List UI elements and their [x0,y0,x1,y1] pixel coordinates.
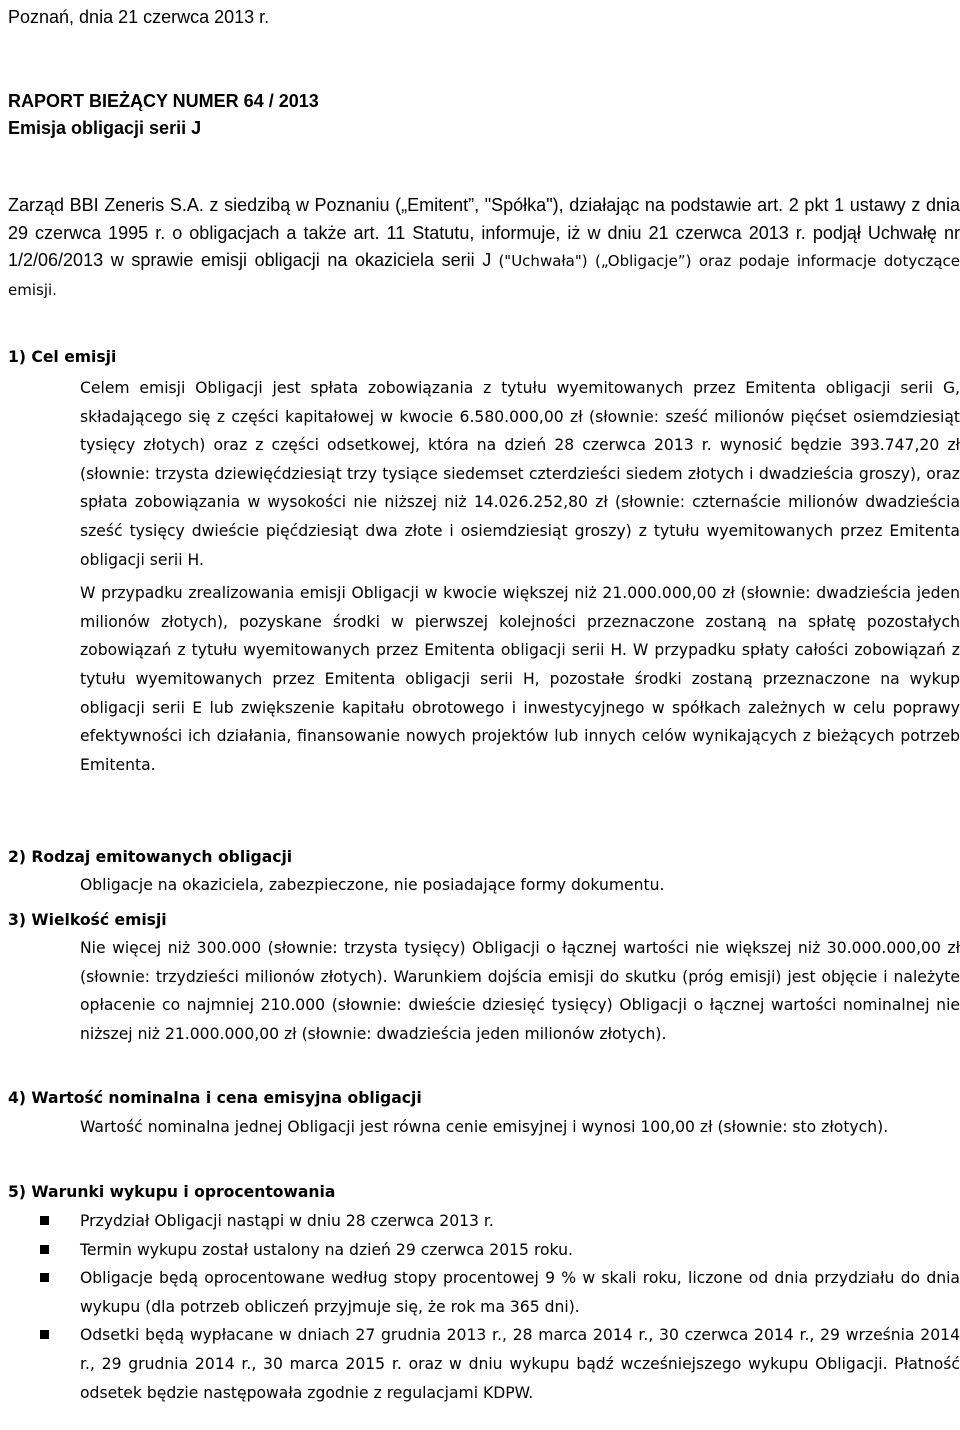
bullet-text: Odsetki będą wypłacane w dniach 27 grudnia 2013 r., 28 marca 2014 r., 30 czerwca 2014 r., 29 września 2014 r., 29 grudnia 2014 r., 30 marca 2015 r. oraz w dniu wykupu bądź wcześniejszego wykupu Obligacji. Płatność odsetek będzie następowała zgodnie z regulacjami KDPW. [80,1326,960,1402]
section-1-paragraph-1: Celem emisji Obligacji jest spłata zobowiązania z tytułu wyemitowanych przez Emitenta obligacji serii G, składającego się z części kapitałowej w kwocie 6.580.000,00 zł (słownie: sześć milionów pięćset osiemdziesiąt tysięcy złotych) oraz z części odsetkowej, która na dzień 28 czerwca 2013 r. wynosić będzie 393.747,20 zł (słownie: trzysta dziewięćdziesiąt trzy tysiące siedemset czterdzieści siedem złotych i dwadzieścia groszy), oraz spłata zobowiązania w wysokości nie niższej niż 14.026.252,80 zł (słownie: czternaście milionów dwadzieścia sześć tysięcy dwieście pięćdziesiąt dwa złote i osiemdziesiąt groszy) z tytułu wyemitowanych przez Emitenta obligacji serii H. [80,379,960,569]
bullet-text: Obligacje będą oprocentowane według stopy procentowej 9 % w skali roku, liczone od dnia przydziału do dnia wykupu (dla potrzeb obliczeń przyjmuje się, że rok ma 365 dni). [80,1269,960,1316]
list-item [34,1321,960,1407]
section-2-paragraph-1: Obligacje na okaziciela, zabezpieczone, nie posiadające formy dokumentu. [80,876,665,894]
section-4-heading: 4) Wartość nominalna i cena emisyjna obligacji [8,1089,422,1107]
square-bullet-icon [40,1216,49,1225]
section-3-body [80,934,960,1048]
section-5-heading: 5) Warunki wykupu i oprocentowania [8,1183,336,1201]
bullet-text: Przydział Obligacji nastąpi w dniu 28 czerwca 2013 r. [80,1212,494,1230]
section-3-heading: 3) Wielkość emisji [8,911,167,929]
list-item [34,1207,960,1236]
section-4-paragraph-1: Wartość nominalna jednej Obligacji jest równa cenie emisyjnej i wynosi 100,00 zł (słownie: sto złotych). [80,1118,889,1136]
section-4-body [80,1113,960,1142]
list-item [34,1236,960,1265]
section-3-paragraph-1: Nie więcej niż 300.000 (słownie: trzysta tysięcy) Obligacji o łącznej wartości nie większej niż 30.000.000,00 zł (słownie: trzydzieści milionów złotych). Warunkiem dojścia emisji do skutku (próg emisji) jest objęcie i należyte opłacenie co najmniej 210.000 (słownie: dwieście dziesięć tysięcy) Obligacji o łącznej wartości nominalnej nie niższej niż 21.000.000,00 zł (słownie: dwadzieścia jeden milionów złotych). [80,939,960,1043]
square-bullet-icon [40,1273,49,1282]
section-2-heading: 2) Rodzaj emitowanych obligacji [8,848,293,866]
intro-paragraph [8,192,960,304]
section-1-body [80,374,960,779]
report-title-line1: RAPORT BIEŻĄCY NUMER 64 / 2013 [8,91,319,111]
date-line: Poznań, dnia 21 czerwca 2013 r. [8,7,270,27]
report-title-line2: Emisja obligacji serii J [8,118,202,138]
intro-text: Zarząd BBI Zeneris S.A. z siedzibą w Poznaniu („Emitent”, "Spółka"), działając na podstawie art. 2 pkt 1 ustawy z dnia 29 czerwca 1995 r. o obligacjach a także art. 11 Statutu, informuje, iż w dniu 21 czerwca 2013 r. podjął Uchwałę nr 1/2/06/2013 w sprawie emisji obligacji na okaziciela serii J [8,195,960,270]
section-5-bullet-list [34,1207,960,1407]
section-2-body [80,871,960,900]
section-1-heading: 1) Cel emisji [8,348,117,366]
intro-text-tail: ("Uchwała") („Obligacje”) oraz podaje informacje dotyczące emisji. [8,252,960,299]
list-item [34,1264,960,1321]
bullet-text: Termin wykupu został ustalony na dzień 29 czerwca 2015 roku. [80,1240,573,1259]
section-1-paragraph-2: W przypadku zrealizowania emisji Obligacji w kwocie większej niż 21.000.000,00 zł (słownie: dwadzieścia jeden milionów złotych), pozyskane środki w pierwszej kolejności przeznaczone zostaną na spłatę pozostałych zobowiązań z tytułu wyemitowanych przez Emitenta obligacji serii H. W przypadku spłaty całości zobowiązań z tytułu wyemitowanych przez Emitenta obligacji serii H, pozostałe środki zostaną przeznaczone na wykup obligacji serii E lub zwiększenie kapitału obrotowego i inwestycyjnego w spółkach zależnych w celu poprawy efektywności ich działania, finansowanie nowych projektów lub innych celów wynikających z bieżących potrzeb Emitenta. [80,584,960,774]
square-bullet-icon [40,1245,49,1254]
square-bullet-icon [40,1330,49,1339]
report-title [8,88,319,142]
